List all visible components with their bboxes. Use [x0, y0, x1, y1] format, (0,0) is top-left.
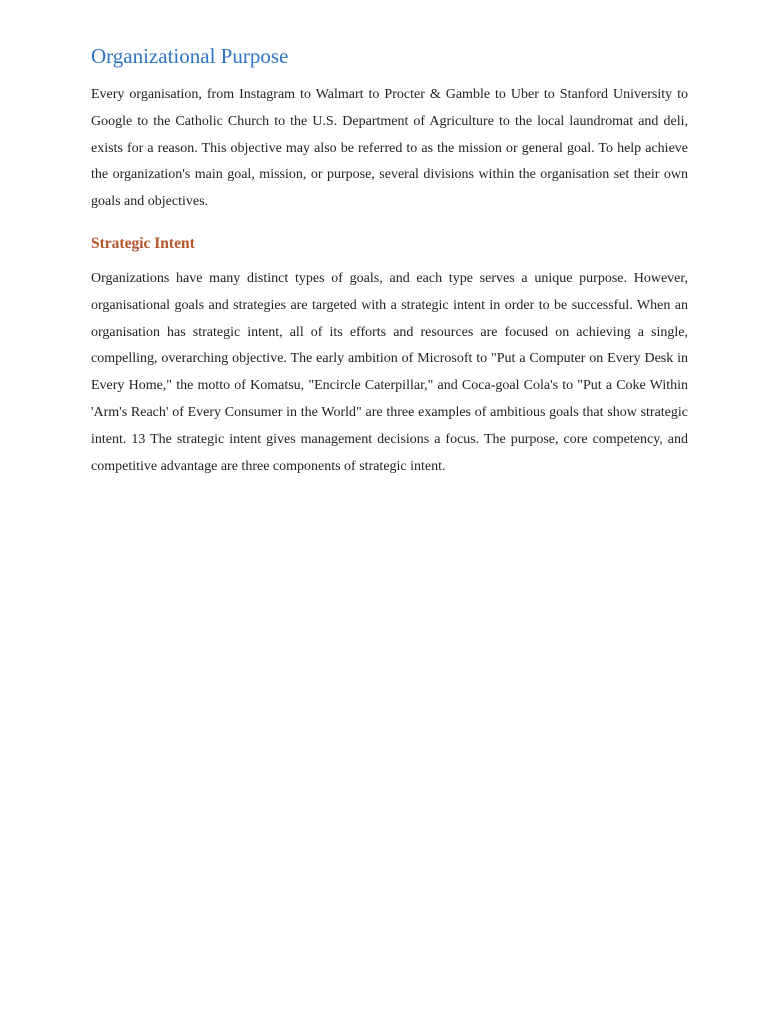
- paragraph-organizational-purpose: Every organisation, from Instagram to Walmart to Procter & Gamble to Uber to Stanford University to Google to the Catholic Church to the U.S. Department of Agriculture to the local laundromat and deli, exists for a reason. This objective may also be referred to as the mission or general goal. To help achieve the organization's main goal, mission, or purpose, several divisions within the organisation set their own goals and objectives.: [91, 87, 688, 210]
- section-heading-organizational-purpose: Organizational Purpose: [91, 44, 289, 68]
- document-content: [91, 40, 688, 480]
- section-heading-strategic-intent: Strategic Intent: [91, 234, 195, 252]
- paragraph-strategic-intent: Organizations have many distinct types of goals, and each type serves a unique purpose. However, organisational goals and strategies are targeted with a strategic intent in order to be successful. When an organisation has strategic intent, all of its efforts and resources are focused on achieving a single, compelling, overarching objective. The early ambition of Microsoft to "Put a Computer on Every Desk in Every Home," the motto of Komatsu, "Encircle Caterpillar," and Coca-goal Cola's to "Put a Coke Within 'Arm's Reach' of Every Consumer in the World" are three examples of ambitious goals that show strategic intent. 13 The strategic intent gives management decisions a focus. The purpose, core competency, and competitive advantage are three components of strategic intent.: [91, 270, 688, 474]
